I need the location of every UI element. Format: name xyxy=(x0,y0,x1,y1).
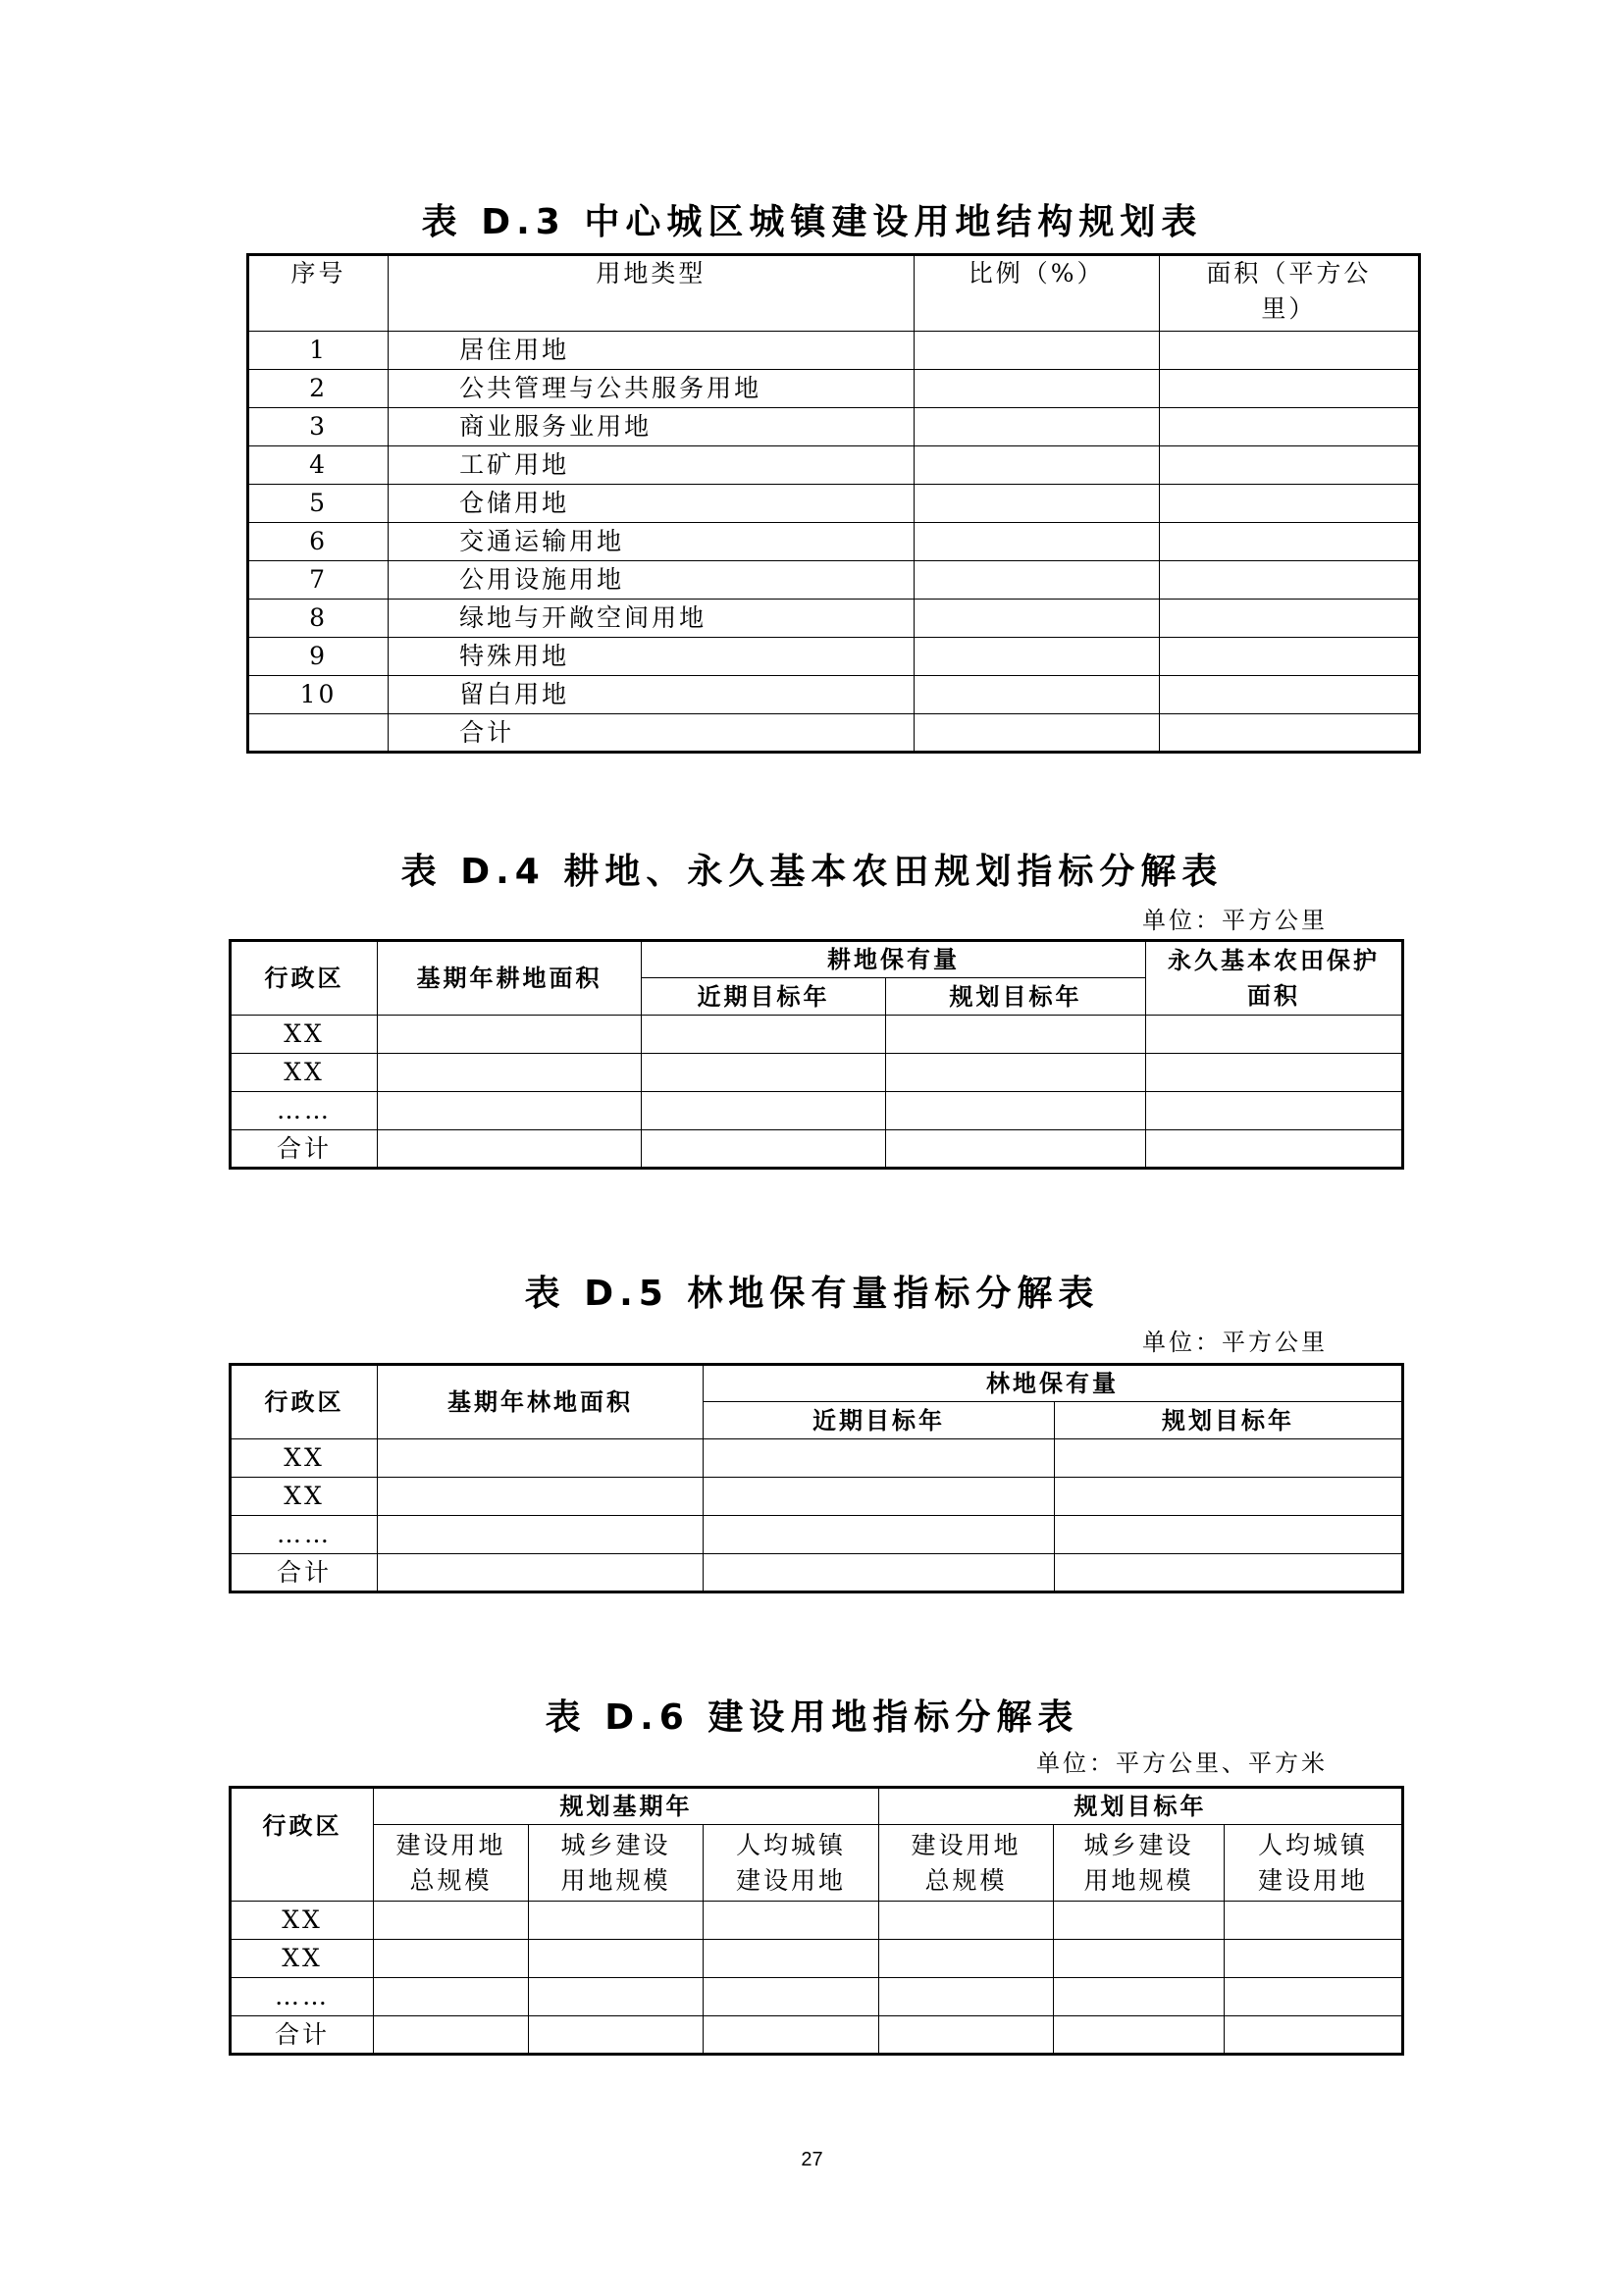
table-d3-title: 表 D.3 中心城区城镇建设用地结构规划表 xyxy=(421,202,1203,242)
value-cell xyxy=(374,1940,529,1978)
region-cell: XX xyxy=(231,1478,378,1516)
header-base-urban-rural-scale: 城乡建设用地规模 xyxy=(529,1825,704,1902)
serial-cell: 8 xyxy=(248,600,389,638)
value-cell xyxy=(704,2016,879,2055)
header-base-total-scale: 建设用地总规模 xyxy=(374,1825,529,1902)
value-cell xyxy=(642,1016,886,1054)
header-forest-retention: 林地保有量 xyxy=(704,1365,1403,1402)
land-type-cell: 留白用地 xyxy=(389,676,914,714)
table-row xyxy=(231,1130,1403,1169)
table-row xyxy=(248,485,1420,523)
table-row xyxy=(231,1940,1403,1978)
table-row xyxy=(231,1902,1403,1940)
value-cell xyxy=(879,1940,1054,1978)
serial-cell: 5 xyxy=(248,485,389,523)
value-cell xyxy=(704,1439,1055,1478)
value-cell xyxy=(704,1516,1055,1554)
table-d5-title: 表 D.5 林地保有量指标分解表 xyxy=(524,1274,1100,1314)
region-cell: …… xyxy=(231,1516,378,1554)
page-number: 27 xyxy=(801,2149,823,2170)
table-row xyxy=(231,1978,1403,2016)
ratio-cell xyxy=(914,714,1159,753)
value-cell xyxy=(378,1054,642,1092)
region-cell: XX xyxy=(231,1940,374,1978)
header-farmland-retention: 耕地保有量 xyxy=(642,941,1146,978)
value-cell xyxy=(1225,1902,1403,1940)
area-cell xyxy=(1159,523,1419,561)
region-cell: 合计 xyxy=(231,2016,374,2055)
table-row xyxy=(248,561,1420,600)
region-cell: XX xyxy=(231,1016,378,1054)
area-cell xyxy=(1159,370,1419,408)
value-cell xyxy=(886,1016,1146,1054)
value-cell xyxy=(704,1554,1055,1592)
value-cell xyxy=(378,1092,642,1130)
value-cell xyxy=(374,1902,529,1940)
ratio-cell xyxy=(914,638,1159,676)
table-d4-unit: 单位：平方公里 xyxy=(1142,907,1328,934)
value-cell xyxy=(642,1054,886,1092)
area-cell xyxy=(1159,485,1419,523)
land-type-cell: 公用设施用地 xyxy=(389,561,914,600)
table-row xyxy=(248,370,1420,408)
value-cell xyxy=(529,1978,704,2016)
serial-cell: 3 xyxy=(248,408,389,446)
area-cell xyxy=(1159,676,1419,714)
header-base-year-group: 规划基期年 xyxy=(374,1788,879,1825)
table-row xyxy=(231,1516,1403,1554)
ratio-cell xyxy=(914,332,1159,370)
header-base-per-capita: 人均城镇建设用地 xyxy=(704,1825,879,1902)
serial-cell: 10 xyxy=(248,676,389,714)
header-region: 行政区 xyxy=(231,941,378,1016)
region-cell: XX xyxy=(231,1054,378,1092)
serial-cell: 7 xyxy=(248,561,389,600)
table-row xyxy=(248,446,1420,485)
value-cell xyxy=(529,1902,704,1940)
land-type-cell: 绿地与开敞空间用地 xyxy=(389,600,914,638)
land-type-cell: 商业服务业用地 xyxy=(389,408,914,446)
header-base-forest-area: 基期年林地面积 xyxy=(378,1365,704,1439)
region-cell: 合计 xyxy=(231,1130,378,1169)
region-cell: …… xyxy=(231,1092,378,1130)
value-cell xyxy=(704,1902,879,1940)
value-cell xyxy=(886,1054,1146,1092)
header-near-term: 近期目标年 xyxy=(642,978,886,1016)
header-region: 行政区 xyxy=(231,1365,378,1439)
region-cell: XX xyxy=(231,1439,378,1478)
value-cell xyxy=(1146,1016,1403,1054)
table-d5-unit: 单位：平方公里 xyxy=(1142,1329,1328,1356)
value-cell xyxy=(1054,1940,1225,1978)
value-cell xyxy=(374,1978,529,2016)
serial-cell xyxy=(248,714,389,753)
table-row xyxy=(231,1439,1403,1478)
area-cell xyxy=(1159,638,1419,676)
header-target-per-capita: 人均城镇建设用地 xyxy=(1225,1825,1403,1902)
header-region: 行政区 xyxy=(231,1788,374,1902)
value-cell xyxy=(378,1016,642,1054)
table-d4-title: 表 D.4 耕地、永久基本农田规划指标分解表 xyxy=(400,852,1224,892)
table-row xyxy=(248,332,1420,370)
value-cell xyxy=(1225,1940,1403,1978)
value-cell xyxy=(378,1516,704,1554)
table-row xyxy=(248,714,1420,753)
value-cell xyxy=(886,1130,1146,1169)
table-row xyxy=(248,676,1420,714)
header-target-urban-rural-scale: 城乡建设用地规模 xyxy=(1054,1825,1225,1902)
value-cell xyxy=(1055,1439,1403,1478)
value-cell xyxy=(1054,1902,1225,1940)
value-cell xyxy=(1225,1978,1403,2016)
value-cell xyxy=(374,2016,529,2055)
value-cell xyxy=(879,1902,1054,1940)
table-row xyxy=(231,1092,1403,1130)
header-ratio: 比例（%） xyxy=(914,255,1159,332)
value-cell xyxy=(378,1554,704,1592)
table-row xyxy=(231,1054,1403,1092)
header-target-year-group: 规划目标年 xyxy=(879,1788,1403,1825)
area-cell xyxy=(1159,446,1419,485)
header-permanent-farmland: 永久基本农田保护面积 xyxy=(1146,941,1403,1016)
value-cell xyxy=(879,2016,1054,2055)
table-d6-unit: 单位：平方公里、平方米 xyxy=(1036,1749,1328,1777)
value-cell xyxy=(642,1092,886,1130)
value-cell xyxy=(378,1478,704,1516)
land-type-cell: 交通运输用地 xyxy=(389,523,914,561)
value-cell xyxy=(1146,1130,1403,1169)
area-cell xyxy=(1159,408,1419,446)
area-cell xyxy=(1159,714,1419,753)
value-cell xyxy=(529,1940,704,1978)
table-d5 xyxy=(229,1363,1404,1593)
value-cell xyxy=(378,1130,642,1169)
header-serial: 序号 xyxy=(248,255,389,332)
value-cell xyxy=(1225,2016,1403,2055)
land-type-cell: 合计 xyxy=(389,714,914,753)
region-cell: XX xyxy=(231,1902,374,1940)
region-cell: 合计 xyxy=(231,1554,378,1592)
ratio-cell xyxy=(914,600,1159,638)
land-type-cell: 特殊用地 xyxy=(389,638,914,676)
land-type-cell: 仓储用地 xyxy=(389,485,914,523)
value-cell xyxy=(378,1439,704,1478)
header-near-term: 近期目标年 xyxy=(704,1402,1055,1439)
ratio-cell xyxy=(914,370,1159,408)
value-cell xyxy=(879,1978,1054,2016)
value-cell xyxy=(1055,1516,1403,1554)
land-type-cell: 公共管理与公共服务用地 xyxy=(389,370,914,408)
serial-cell: 6 xyxy=(248,523,389,561)
serial-cell: 9 xyxy=(248,638,389,676)
area-cell xyxy=(1159,561,1419,600)
ratio-cell xyxy=(914,485,1159,523)
serial-cell: 4 xyxy=(248,446,389,485)
table-row xyxy=(248,638,1420,676)
value-cell xyxy=(1054,1978,1225,2016)
value-cell xyxy=(704,1978,879,2016)
value-cell xyxy=(642,1130,886,1169)
header-area: 面积（平方公里） xyxy=(1159,255,1419,332)
table-row xyxy=(248,600,1420,638)
table-row xyxy=(248,523,1420,561)
table-row xyxy=(231,1554,1403,1592)
value-cell xyxy=(1146,1054,1403,1092)
table-row xyxy=(231,1478,1403,1516)
ratio-cell xyxy=(914,446,1159,485)
value-cell xyxy=(704,1478,1055,1516)
land-type-cell: 居住用地 xyxy=(389,332,914,370)
ratio-cell xyxy=(914,676,1159,714)
table-d4 xyxy=(229,939,1404,1170)
table-d3 xyxy=(246,253,1421,754)
header-target-year: 规划目标年 xyxy=(1055,1402,1403,1439)
ratio-cell xyxy=(914,561,1159,600)
ratio-cell xyxy=(914,408,1159,446)
value-cell xyxy=(529,2016,704,2055)
land-type-cell: 工矿用地 xyxy=(389,446,914,485)
region-cell: …… xyxy=(231,1978,374,2016)
table-row xyxy=(231,1016,1403,1054)
serial-cell: 1 xyxy=(248,332,389,370)
area-cell xyxy=(1159,332,1419,370)
value-cell xyxy=(1055,1554,1403,1592)
header-target-year: 规划目标年 xyxy=(886,978,1146,1016)
table-row xyxy=(231,2016,1403,2055)
value-cell xyxy=(704,1940,879,1978)
header-base-area: 基期年耕地面积 xyxy=(378,941,642,1016)
ratio-cell xyxy=(914,523,1159,561)
table-row xyxy=(248,408,1420,446)
table-d6-title: 表 D.6 建设用地指标分解表 xyxy=(545,1697,1079,1738)
table-d6 xyxy=(229,1786,1404,2056)
header-land-type: 用地类型 xyxy=(389,255,914,332)
serial-cell: 2 xyxy=(248,370,389,408)
area-cell xyxy=(1159,600,1419,638)
value-cell xyxy=(1146,1092,1403,1130)
value-cell xyxy=(1054,2016,1225,2055)
value-cell xyxy=(886,1092,1146,1130)
value-cell xyxy=(1055,1478,1403,1516)
header-target-total-scale: 建设用地总规模 xyxy=(879,1825,1054,1902)
